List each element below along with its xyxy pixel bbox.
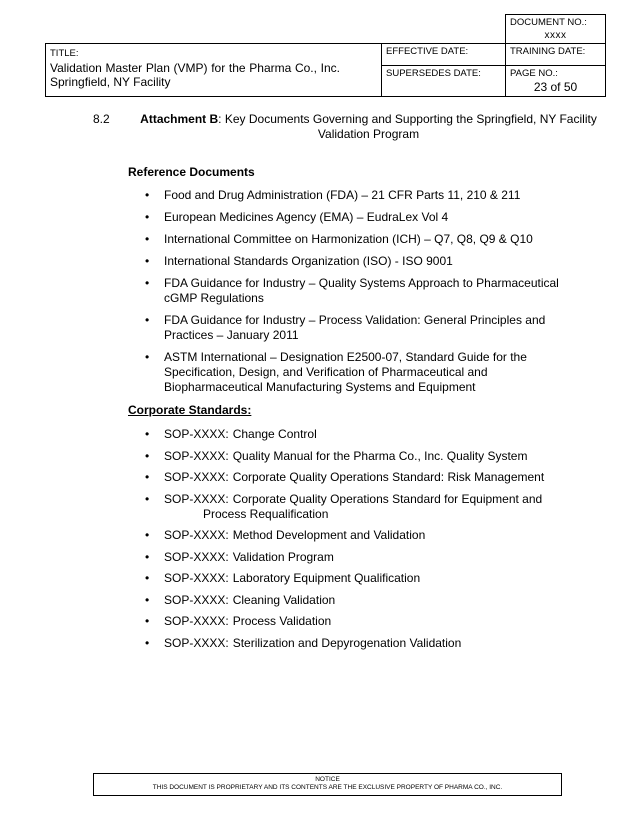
reference-document-item — [145, 276, 575, 306]
sop-code: SOP-XXXX: — [164, 427, 229, 441]
supersedes-date-label: SUPERSEDES DATE: — [386, 68, 481, 79]
bullet-icon: • — [145, 635, 150, 650]
corporate-standard-item — [145, 528, 575, 543]
sop-code: SOP-XXXX: — [164, 635, 229, 650]
sop-title: Method Development and Validation — [232, 528, 426, 542]
document-header-table — [45, 14, 606, 97]
sop-code: SOP-XXXX: — [164, 592, 229, 607]
page-no-label: PAGE NO.: — [510, 68, 558, 79]
section-title — [129, 112, 608, 142]
effective-date-label: EFFECTIVE DATE: — [386, 46, 469, 57]
document-title: Validation Master Plan (VMP) for the Pharma Co., Inc. Springfield, NY Facility — [50, 61, 340, 89]
sop-code: SOP-XXXX: — [164, 571, 229, 585]
bullet-icon: • — [145, 276, 150, 290]
section-title-rest: : Key Documents Governing and Supporting the Springfield, NY Facility Validation Program — [218, 112, 597, 141]
document-no-value: xxxx — [544, 30, 567, 41]
bullet-icon: • — [145, 427, 150, 441]
supersedes-date-cell — [382, 66, 506, 97]
corporate-standard-item — [145, 492, 575, 522]
bullet-icon: • — [145, 470, 150, 484]
bullet-icon: • — [145, 232, 150, 246]
bullet-icon: • — [145, 614, 150, 628]
reference-document-text: International Committee on Harmonization (ICH) – Q7, Q8, Q9 & Q10 — [164, 232, 533, 246]
header-blank-cell — [46, 15, 506, 44]
section-title-bold: Attachment B — [140, 112, 219, 126]
section-number: 8.2 — [93, 112, 110, 126]
title-label: TITLE: — [50, 48, 79, 59]
bullet-icon: • — [145, 528, 150, 542]
reference-document-item — [145, 232, 575, 247]
reference-document-text: Food and Drug Administration (FDA) – 21 CFR Parts 11, 210 & 211 — [164, 188, 521, 202]
bullet-icon: • — [145, 571, 150, 585]
reference-document-text: FDA Guidance for Industry – Process Validation: General Principles and Practices – January 2011 — [164, 313, 546, 342]
bullet-icon: • — [145, 549, 150, 564]
reference-document-item — [145, 350, 575, 395]
corporate-standard-item — [145, 571, 575, 586]
reference-document-item — [145, 188, 575, 203]
sop-title: Laboratory Equipment Qualification — [232, 571, 421, 585]
training-date-label: TRAINING DATE: — [510, 46, 586, 57]
page-no-value: 23 of 50 — [533, 80, 578, 94]
sop-title: Change Control — [232, 427, 317, 441]
sop-title: Validation Program — [232, 549, 334, 564]
corporate-standard-item — [145, 614, 575, 629]
bullet-icon: • — [145, 188, 150, 202]
corporate-standard-item — [145, 449, 575, 464]
corporate-standard-item — [145, 470, 575, 485]
sop-code: SOP-XXXX: — [164, 528, 229, 542]
sop-title: Process Validation — [232, 614, 332, 628]
bullet-icon: • — [145, 350, 150, 364]
document-no-cell — [506, 15, 606, 44]
sop-code: SOP-XXXX: — [164, 470, 229, 484]
title-cell — [46, 44, 382, 97]
corporate-standard-item — [145, 636, 575, 651]
sop-title: Corporate Quality Operations Standard for Equipment and — [232, 491, 543, 506]
bullet-icon: • — [145, 592, 150, 607]
sop-code: SOP-XXXX: — [164, 614, 229, 628]
corporate-standard-item — [145, 593, 575, 608]
training-date-cell — [506, 44, 606, 66]
reference-document-item — [145, 313, 575, 343]
sop-title: Sterilization and Depyrogenation Validation — [232, 635, 462, 650]
reference-document-text: ASTM International – Designation E2500-07, Standard Guide for the Specification, Design, and Verification of Pharmaceutical and Biopharmaceutical Manufacturing Systems and Equipment — [164, 350, 527, 394]
sop-code: SOP-XXXX: — [164, 448, 229, 463]
sop-title: Corporate Quality Operations Standard: Risk Management — [232, 470, 545, 484]
reference-document-text: International Standards Organization (ISO) - ISO 9001 — [164, 254, 453, 268]
effective-date-cell — [382, 44, 506, 66]
notice-label: NOTICE — [315, 776, 340, 783]
sop-code: SOP-XXXX: — [164, 549, 229, 564]
bullet-icon: • — [145, 210, 150, 224]
corporate-standard-item — [145, 427, 575, 442]
sop-title-continued: Process Requalification — [203, 506, 329, 521]
sop-title: Cleaning Validation — [232, 592, 336, 607]
reference-documents-title: Reference Documents — [128, 165, 255, 179]
bullet-icon: • — [145, 448, 150, 463]
reference-document-text: FDA Guidance for Industry – Quality Systems Approach to Pharmaceutical cGMP Regulations — [164, 276, 559, 305]
sop-title: Quality Manual for the Pharma Co., Inc. Quality System — [232, 448, 528, 463]
bullet-icon: • — [145, 254, 150, 268]
section-heading — [93, 112, 608, 142]
document-no-label: DOCUMENT NO.: — [510, 17, 587, 28]
reference-document-item — [145, 210, 575, 225]
reference-document-text: European Medicines Agency (EMA) – EudraLex Vol 4 — [164, 210, 449, 224]
corporate-standards-list — [145, 427, 575, 657]
bullet-icon: • — [145, 491, 150, 506]
corporate-standard-item — [145, 550, 575, 565]
corporate-standards-title: Corporate Standards: — [128, 403, 252, 417]
notice-text: THIS DOCUMENT IS PROPRIETARY AND ITS CONTENTS ARE THE EXCLUSIVE PROPERTY OF PHARMA CO., INC. — [152, 784, 503, 791]
page-no-cell — [506, 66, 606, 97]
sop-code: SOP-XXXX: — [164, 491, 229, 506]
bullet-icon: • — [145, 313, 150, 327]
reference-document-item — [145, 254, 575, 269]
proprietary-notice — [93, 773, 562, 796]
reference-documents-list — [145, 188, 575, 402]
